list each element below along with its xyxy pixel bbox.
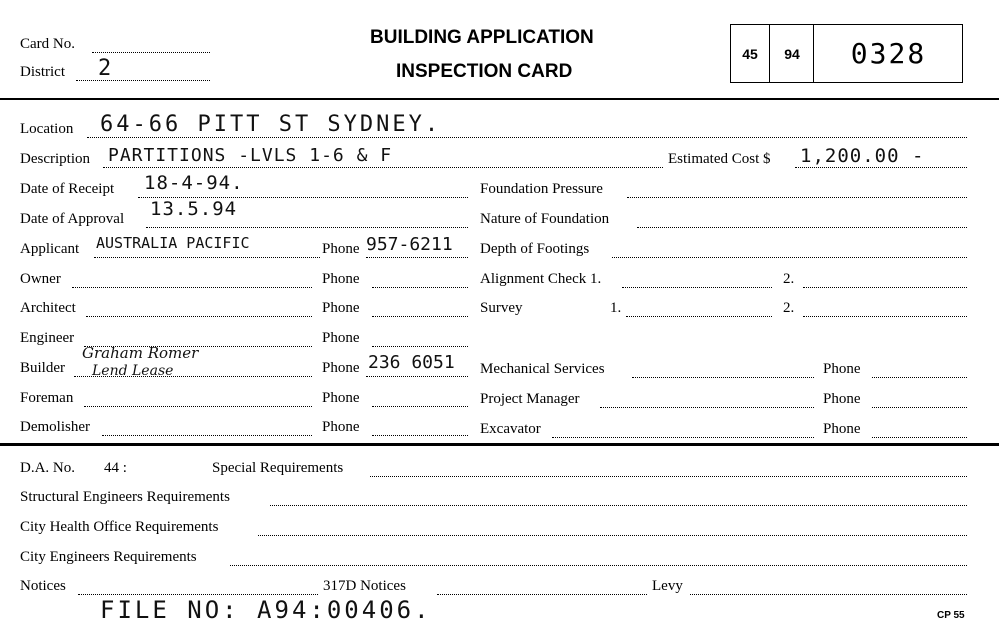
demolisher-phone-label: Phone bbox=[322, 419, 360, 435]
structural-req-field[interactable] bbox=[270, 505, 967, 506]
date-approval-value: 13.5.94 bbox=[150, 198, 238, 220]
foundation-pressure-label: Foundation Pressure bbox=[480, 181, 603, 197]
architect-phone-field[interactable] bbox=[372, 316, 468, 317]
engineer-phone-field[interactable] bbox=[372, 346, 468, 347]
estimated-cost-field[interactable] bbox=[795, 167, 967, 168]
project-manager-label: Project Manager bbox=[480, 391, 580, 407]
box-card-number: 0328 bbox=[850, 37, 927, 70]
depth-footings-field[interactable] bbox=[612, 257, 967, 258]
mechanical-phone-label: Phone bbox=[823, 361, 861, 377]
project-manager-phone-label: Phone bbox=[823, 391, 861, 407]
location-field[interactable] bbox=[87, 137, 967, 138]
alignment-check-2-field[interactable] bbox=[803, 287, 967, 288]
district-field[interactable] bbox=[76, 80, 210, 81]
engineer-label: Engineer bbox=[20, 330, 75, 346]
excavator-phone-label: Phone bbox=[823, 421, 861, 437]
owner-phone-field[interactable] bbox=[372, 287, 468, 288]
notices-field[interactable] bbox=[78, 594, 318, 595]
description-value: PARTITIONS -LVLS 1-6 & F bbox=[108, 145, 393, 166]
excavator-phone-field[interactable] bbox=[872, 437, 967, 438]
architect-phone-label: Phone bbox=[322, 300, 360, 316]
da-no-value: 44 : bbox=[104, 460, 127, 476]
notices-317d-label: 317D Notices bbox=[323, 578, 406, 594]
mechanical-field[interactable] bbox=[632, 377, 814, 378]
excavator-field[interactable] bbox=[552, 437, 814, 438]
title-line-1: BUILDING APPLICATION bbox=[370, 27, 594, 48]
builder-phone-value: 236 6051 bbox=[368, 352, 455, 373]
project-manager-field[interactable] bbox=[600, 407, 814, 408]
section-divider bbox=[0, 443, 999, 446]
notices-label: Notices bbox=[20, 578, 66, 594]
foundation-pressure-field[interactable] bbox=[627, 197, 967, 198]
title-line-2: INSPECTION CARD bbox=[396, 61, 573, 82]
alignment-check-2-label: 2. bbox=[783, 271, 795, 287]
builder-value-1: Graham Romer bbox=[82, 344, 199, 362]
structural-req-label: Structural Engineers Requirements bbox=[20, 489, 230, 505]
city-engineers-req-field[interactable] bbox=[230, 565, 967, 566]
mechanical-label: Mechanical Services bbox=[480, 361, 605, 377]
form-code: CP 55 bbox=[937, 610, 965, 621]
project-manager-phone-field[interactable] bbox=[872, 407, 967, 408]
builder-value-2: Lend Lease bbox=[92, 363, 174, 379]
foreman-field[interactable] bbox=[84, 406, 312, 407]
levy-field[interactable] bbox=[690, 594, 967, 595]
nature-foundation-field[interactable] bbox=[637, 227, 967, 228]
date-receipt-value: 18-4-94. bbox=[144, 172, 244, 194]
box-code-a: 45 bbox=[731, 25, 770, 82]
survey-label: Survey bbox=[480, 300, 523, 316]
depth-footings-label: Depth of Footings bbox=[480, 241, 590, 257]
date-approval-field[interactable] bbox=[146, 227, 468, 228]
survey-2-label: 2. bbox=[783, 300, 795, 316]
builder-label: Builder bbox=[20, 360, 65, 376]
header-divider bbox=[0, 98, 999, 100]
date-approval-label: Date of Approval bbox=[20, 211, 125, 227]
builder-phone-label: Phone bbox=[322, 360, 360, 376]
builder-phone-field[interactable] bbox=[366, 376, 468, 377]
description-label: Description bbox=[20, 151, 90, 167]
nature-foundation-label: Nature of Foundation bbox=[480, 211, 610, 227]
health-req-label: City Health Office Requirements bbox=[20, 519, 219, 535]
architect-label: Architect bbox=[20, 300, 76, 316]
demolisher-field[interactable] bbox=[102, 435, 312, 436]
estimated-cost-label: Estimated Cost $ bbox=[668, 151, 771, 167]
excavator-label: Excavator bbox=[480, 421, 541, 437]
location-label: Location bbox=[20, 121, 74, 137]
da-no-label: D.A. No. bbox=[20, 460, 75, 476]
city-engineers-req-label: City Engineers Requirements bbox=[20, 549, 197, 565]
health-req-field[interactable] bbox=[258, 535, 967, 536]
survey-2-field[interactable] bbox=[803, 316, 967, 317]
description-field[interactable] bbox=[103, 167, 663, 168]
owner-phone-label: Phone bbox=[322, 271, 360, 287]
owner-label: Owner bbox=[20, 271, 61, 287]
applicant-value: AUSTRALIA PACIFIC bbox=[96, 234, 250, 252]
levy-label: Levy bbox=[652, 578, 683, 594]
foreman-phone-field[interactable] bbox=[372, 406, 468, 407]
architect-field[interactable] bbox=[86, 316, 312, 317]
alignment-check-label: Alignment Check 1. bbox=[480, 271, 602, 287]
survey-1-field[interactable] bbox=[626, 316, 772, 317]
district-label: District bbox=[20, 64, 65, 80]
foreman-phone-label: Phone bbox=[322, 390, 360, 406]
applicant-phone-value: 957-6211 bbox=[366, 234, 453, 255]
applicant-label: Applicant bbox=[20, 241, 80, 257]
box-code-b: 94 bbox=[771, 25, 814, 82]
owner-field[interactable] bbox=[72, 287, 312, 288]
special-req-label: Special Requirements bbox=[212, 460, 344, 476]
notices-317d-field[interactable] bbox=[437, 594, 647, 595]
applicant-phone-field[interactable] bbox=[366, 257, 468, 258]
location-value: 64-66 PITT ST SYDNEY. bbox=[100, 112, 442, 137]
file-number: FILE NO: A94:00406. bbox=[100, 596, 432, 624]
foreman-label: Foreman bbox=[20, 390, 74, 406]
card-no-field[interactable] bbox=[92, 52, 210, 53]
applicant-phone-label: Phone bbox=[322, 241, 360, 257]
alignment-check-1-field[interactable] bbox=[622, 287, 772, 288]
card-no-label: Card No. bbox=[20, 36, 75, 52]
district-value: 2 bbox=[98, 56, 113, 81]
applicant-field[interactable] bbox=[94, 257, 320, 258]
estimated-cost-value: 1,200.00 - bbox=[800, 145, 925, 167]
engineer-phone-label: Phone bbox=[322, 330, 360, 346]
date-receipt-label: Date of Receipt bbox=[20, 181, 115, 197]
card-number-box bbox=[730, 24, 963, 83]
mechanical-phone-field[interactable] bbox=[872, 377, 967, 378]
survey-1-label: 1. bbox=[610, 300, 622, 316]
special-req-field[interactable] bbox=[370, 476, 967, 477]
demolisher-label: Demolisher bbox=[20, 419, 90, 435]
demolisher-phone-field[interactable] bbox=[372, 435, 468, 436]
